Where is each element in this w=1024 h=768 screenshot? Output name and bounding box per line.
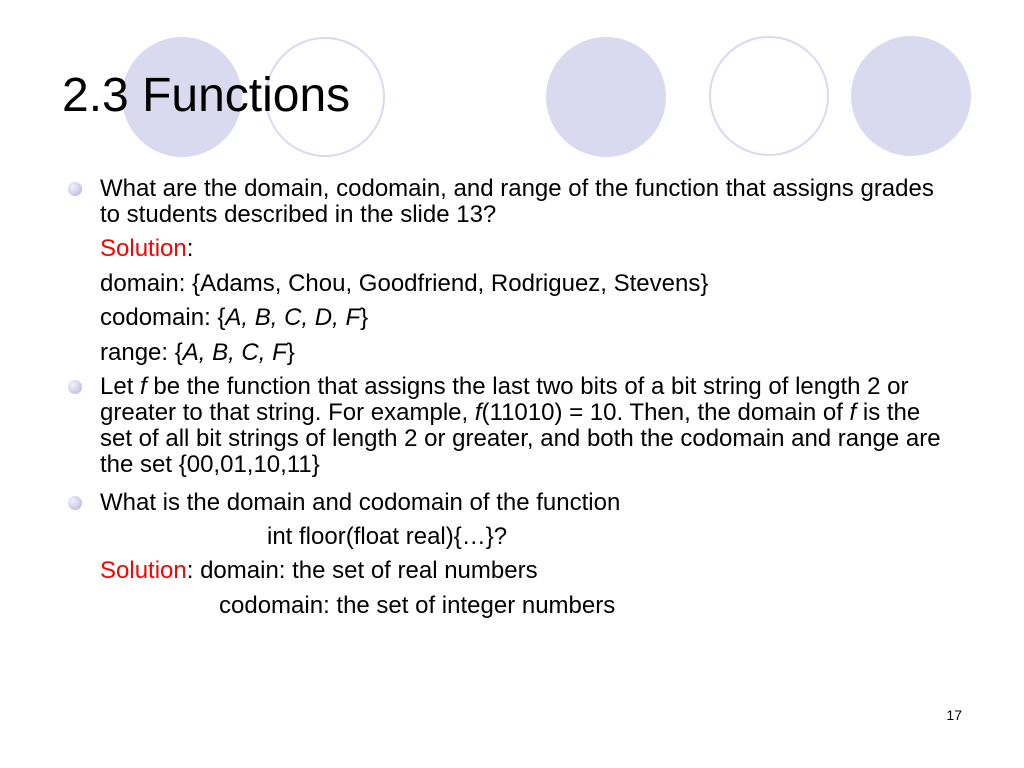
range-suffix: } (286, 339, 295, 366)
function-signature: int floor(float real){…}? (267, 523, 508, 550)
bullet-text: What are the domain, codomain, and range of the function that assigns grades to students described in the slide 13? (100, 175, 934, 228)
bullet-icon (68, 380, 82, 394)
codomain-line (100, 305, 368, 331)
range-prefix: range: { (100, 339, 183, 366)
bullet-icon (68, 182, 82, 196)
solution-line (100, 236, 193, 262)
bullet-text: What is the domain and codomain of the function (100, 489, 621, 516)
range-line (100, 340, 295, 366)
solution-domain: : domain: the set of real numbers (186, 557, 538, 584)
bullet-text: Let f be the function that assigns the last two bits of a bit string of length 2 or greater to that string. For example, f(11010) = 10. Then, the domain of f is the set of all bit strings of length 2 or greater, and both the codomain and range are the set {00,01,10,11} (100, 373, 941, 478)
domain-line: domain: {Adams, Chou, Goodfriend, Rodriguez, Stevens} (100, 270, 709, 297)
codomain-suffix: } (360, 304, 369, 331)
decorative-circle-ring (709, 36, 829, 156)
bullet-icon (68, 496, 82, 510)
solution-colon: : (186, 235, 194, 262)
decorative-circle-filled (546, 37, 666, 157)
solution-label: Solution (100, 235, 187, 262)
decorative-circle-filled (851, 36, 971, 156)
codomain-values: A, B, C, D, F (225, 304, 361, 331)
solution-codomain: codomain: the set of integer numbers (219, 592, 616, 619)
slide-title: 2.3 Functions (62, 69, 351, 122)
solution-line (100, 558, 538, 584)
range-values: A, B, C, F (182, 339, 287, 366)
page-number: 17 (946, 707, 962, 723)
codomain-prefix: codomain: { (100, 304, 226, 331)
solution-label: Solution (100, 557, 187, 584)
